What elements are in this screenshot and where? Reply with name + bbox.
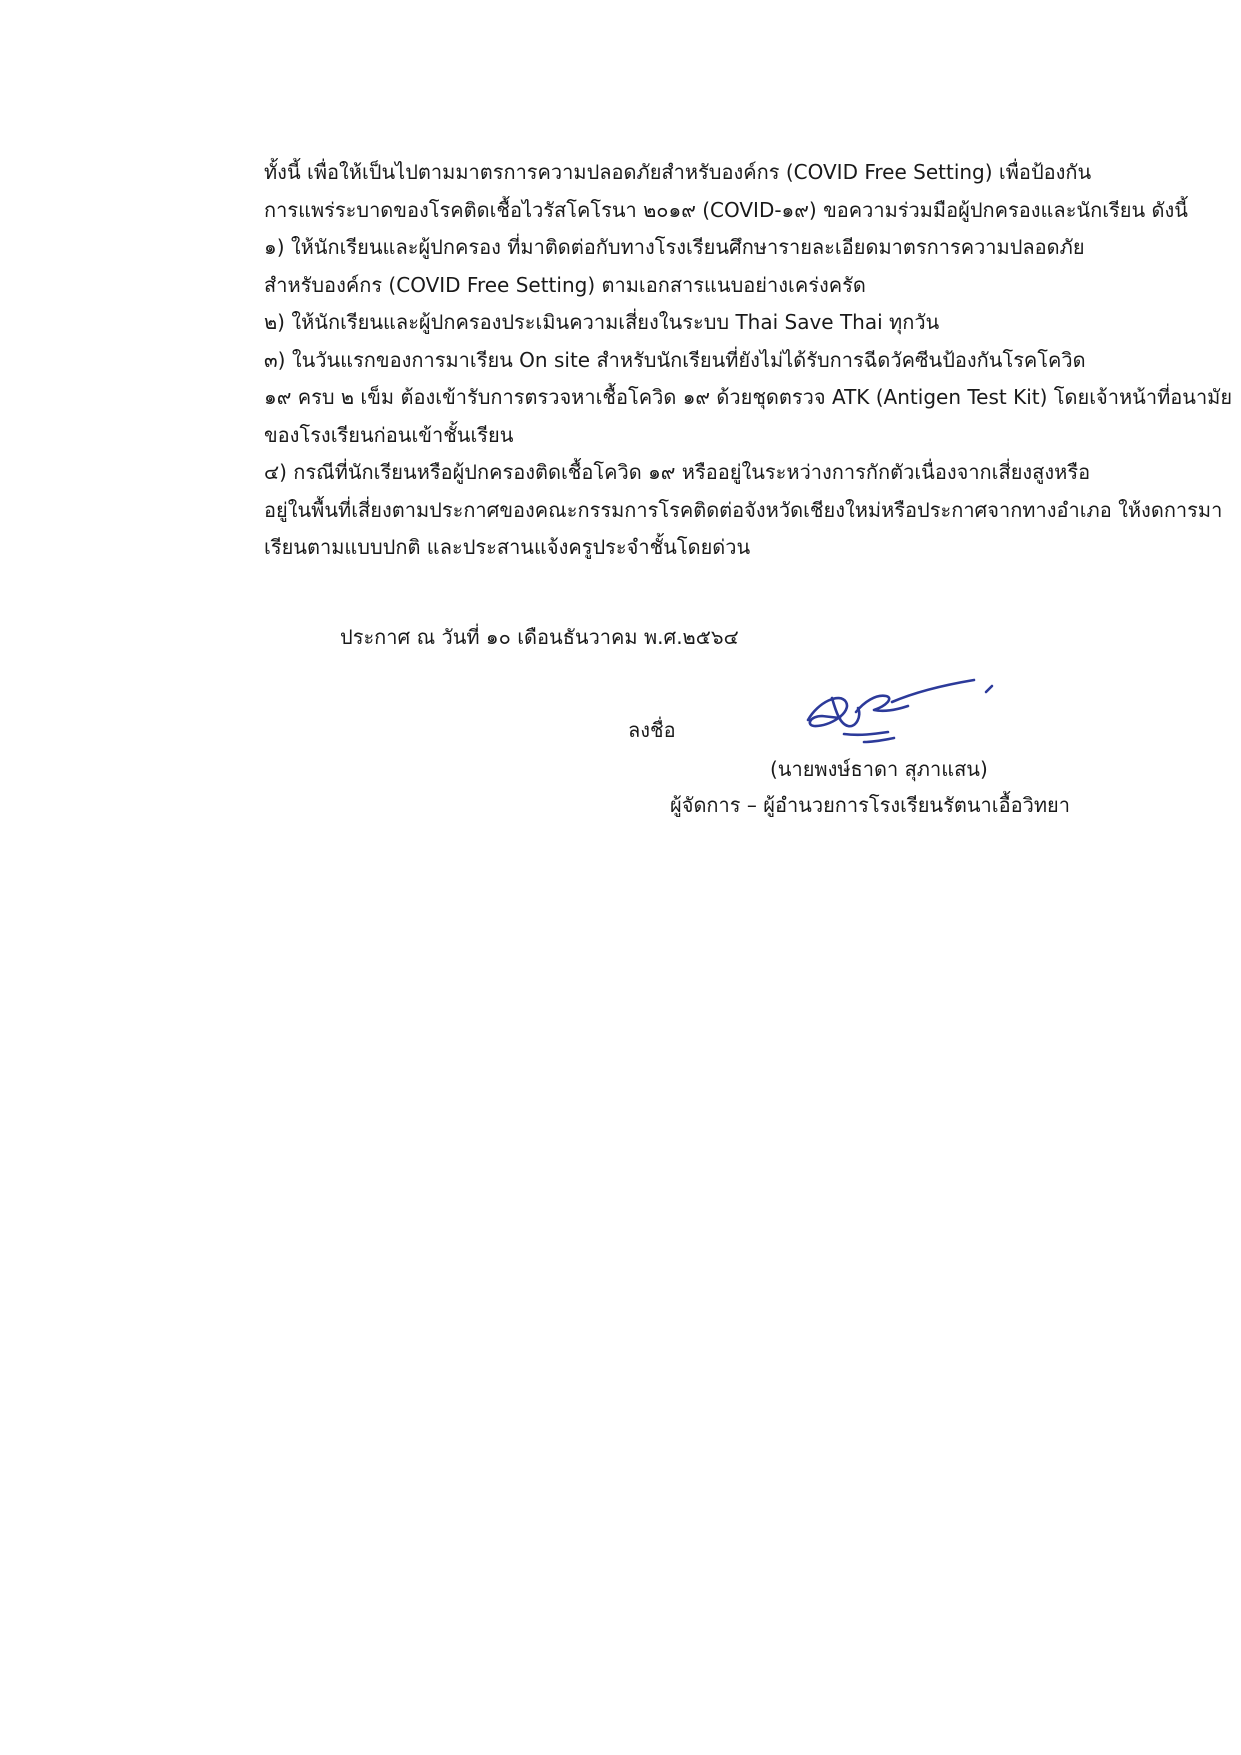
text-line: ๑๙ ครบ ๒ เข็ม ต้องเข้ารับการตรวจหาเชื้อโควิด ๑๙ ด้วยชุดตรวจ ATK (Antigen Test Kit) โดยเจ้าหน้าที่อนามัย: [264, 385, 1233, 409]
announcement-date: ประกาศ ณ วันที่ ๑๐ เดือนธันวาคม พ.ศ.๒๕๖๔: [340, 625, 739, 649]
handwritten-signature: [800, 672, 1000, 752]
paragraph-item-2: [118, 304, 1120, 342]
signer-title: ผู้จัดการ – ผู้อำนวยการโรงเรียนรัตนาเอื้อวิทยา: [670, 793, 1070, 817]
text-line: ๓) ในวันแรกของการมาเรียน On site สำหรับนักเรียนที่ยังไม่ได้รับการฉีดวัคซีนป้องกันโรคโควิด: [264, 347, 1086, 372]
paragraph-item-4: [118, 454, 1223, 567]
document-body: [118, 154, 1233, 567]
paragraph-item-3: [118, 342, 1233, 455]
signer-name: (นายพงษ์ธาดา สุภาแสน): [770, 757, 988, 781]
text-line: เรียนตามแบบปกติ และประสานแจ้งครูประจำชั้นโดยด่วน: [264, 535, 751, 559]
text-line: อยู่ในพื้นที่เสี่ยงตามประกาศของคณะกรรมการโรคติดต่อจังหวัดเชียงใหม่หรือประกาศจากทางอำเภอ ให้งดการมา: [264, 497, 1223, 522]
text-line: ๔) กรณีที่นักเรียนหรือผู้ปกครองติดเชื้อโควิด ๑๙ หรืออยู่ในระหว่างการกักตัวเนื่องจากเสี่ยงสูงหรือ: [264, 460, 1091, 484]
text-line: ทั้งนี้ เพื่อให้เป็นไปตามมาตรการความปลอดภัยสำหรับองค์กร (COVID Free Setting) เพื่อป้องกัน: [264, 160, 1092, 184]
text-line: ของโรงเรียนก่อนเข้าชั้นเรียน: [264, 422, 514, 447]
text-line: การแพร่ระบาดของโรคติดเชื้อไวรัสโคโรนา ๒๐๑๙ (COVID-๑๙) ขอความร่วมมือผู้ปกครองและนักเรียน ดังนี้: [264, 197, 1188, 222]
signature-label: ลงชื่อ: [628, 718, 676, 742]
text-line: สำหรับองค์กร (COVID Free Setting) ตามเอกสารแนบอย่างเคร่งครัด: [264, 272, 866, 297]
paragraph-item-1: [118, 229, 1120, 304]
text-line: ๑) ให้นักเรียนและผู้ปกครอง ที่มาติดต่อกับทางโรงเรียนศึกษารายละเอียดมาตรการความปลอดภัย: [264, 235, 1085, 259]
text-line: ๒) ให้นักเรียนและผู้ปกครองประเมินความเสี่ยงในระบบ Thai Save Thai ทุกวัน: [264, 310, 940, 334]
paragraph-intro: [118, 154, 1188, 229]
